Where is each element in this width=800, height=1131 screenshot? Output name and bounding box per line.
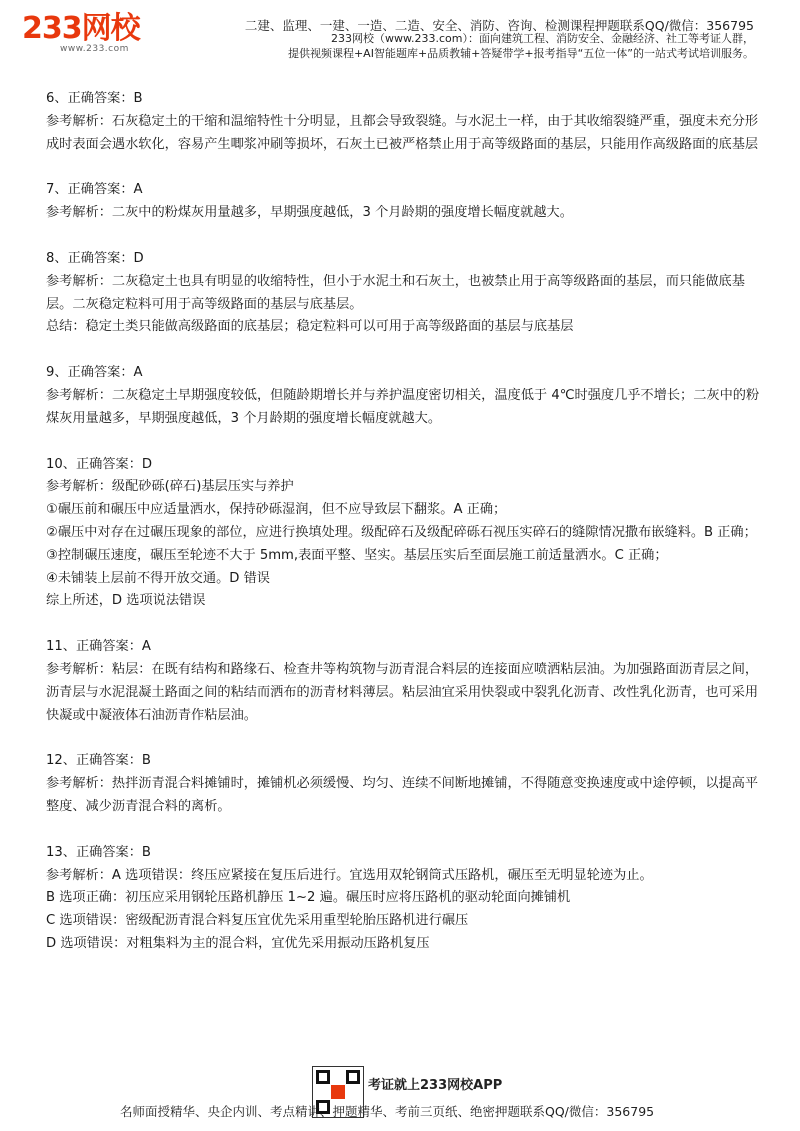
brand-logo[interactable]: 233网校	[22, 11, 140, 46]
answer-explanation: B 选项正确：初压应采用钢轮压路机静压 1~2 遍。碾压时应将压路机的驱动轮面向摊铺机	[46, 890, 571, 906]
answer-explanation: ②碾压中对存在过碾压现象的部位，应进行换填处理。级配碎石及级配碎砾石视压实碎石的缝隙情况撒布嵌缝料。B 正确；	[46, 524, 757, 540]
answer-explanation: 总结：稳定土类只能做高级路面的底基层；稳定粒料可以可用于高等级路面的基层与底基层	[46, 319, 574, 335]
answer-list	[46, 88, 760, 979]
answer-title: 7、正确答案：A	[46, 182, 143, 198]
answer-explanation: D 选项错误：对粗集料为主的混合料，宜优先采用振动压路机复压	[46, 935, 430, 951]
answer-explanation: 综上所述，D 选项说法错误	[46, 593, 206, 609]
header-contact-line: 二建、监理、一建、一造、二造、安全、消防、咨询、检测课程押题联系QQ/微信：356795	[244, 18, 754, 33]
answer-explanation: ④未铺装上层前不得开放交通。D 错误	[46, 570, 270, 586]
answer-title: 8、正确答案：D	[46, 250, 144, 266]
answer-title: 13、正确答案：B	[46, 844, 151, 860]
answer-title: 12、正确答案：B	[46, 753, 151, 769]
page-header	[0, 0, 800, 68]
header-service-line: 提供视频课程+AI智能题库+品质教辅+答疑带学+报考指导“五位一体”的一站式考试培训服务。	[287, 47, 754, 60]
answer-item	[46, 362, 760, 430]
answer-explanation: C 选项错误：密级配沥青混合料复压宜优先采用重型轮胎压路机进行碾压	[46, 913, 469, 929]
header-intro-line: 233网校（www.233.com）：面向建筑工程、消防安全、金融经济、社工等考证人群，	[331, 32, 754, 45]
answer-item	[46, 248, 760, 339]
answer-title: 10、正确答案：D	[46, 456, 153, 472]
answer-item	[46, 842, 760, 956]
answer-title: 6、正确答案：B	[46, 91, 143, 106]
answer-item	[46, 750, 760, 818]
answer-item	[46, 179, 760, 225]
footer-app-slogan: 考证就上233网校APP	[368, 1078, 503, 1093]
answer-explanation: 参考解析：二灰稳定土早期强度较低，但随龄期增长并与养护温度密切相关，温度低于 4℃时强度几乎不增长；二灰中的粉煤灰用量越多，早期强度越低，3 个月龄期的强度增长幅度就越大。	[46, 387, 760, 426]
answer-item	[46, 88, 760, 156]
answer-title: 9、正确答案：A	[46, 365, 143, 381]
answer-explanation: 参考解析：A 选项错误：终压应紧接在复压后进行。宜选用双轮钢筒式压路机，碾压至无明显轮迹为止。	[46, 867, 653, 883]
answer-explanation: 参考解析：石灰稳定土的干缩和温缩特性十分明显，且都会导致裂缝。与水泥土一样，由于其收缩裂缝严重，强度未充分形成时表面会遇水软化，容易产生唧浆冲刷等损坏，石灰土已被严格禁止用于高等级路面的基层，只能用作高级路面的底基层	[46, 113, 759, 152]
answer-explanation: ③控制碾压速度，碾压至轮迹不大于 5mm,表面平整、坚实。基层压实后至面层施工前适量洒水。C 正确；	[46, 547, 668, 563]
page-footer	[0, 1062, 800, 1131]
answer-explanation: 参考解析：热拌沥青混合料摊铺时，摊铺机必须缓慢、均匀、连续不间断地摊铺，不得随意变换速度或中途停顿，以提高平整度、减少沥青混合料的离析。	[46, 776, 759, 814]
answer-explanation: 参考解析：二灰稳定土也具有明显的收缩特性，但小于水泥土和石灰土，也被禁止用于高等级路面的基层，而只能做底基层。二灰稳定粒料可用于高等级路面的基层与底基层。	[46, 273, 745, 312]
footer-contact-line: 名师面授精华、央企内训、考点精讲、押题精华、考前三页纸、绝密押题联系QQ/微信：356795	[120, 1104, 655, 1119]
brand-url: www.233.com	[60, 44, 129, 54]
answer-item	[46, 636, 760, 727]
answer-explanation: 参考解析：二灰中的粉煤灰用量越多，早期强度越低，3 个月龄期的强度增长幅度就越大。	[46, 205, 573, 221]
answer-explanation: ①碾压前和碾压中应适量洒水，保持砂砾湿润，但不应导致层下翻浆。A 正确；	[46, 502, 507, 518]
answer-title: 11、正确答案：A	[46, 639, 151, 655]
answer-item	[46, 454, 760, 614]
answer-explanation: 参考解析：级配砂砾(碎石)基层压实与养护	[46, 479, 294, 495]
answer-explanation: 参考解析：粘层：在既有结构和路缘石、检查井等构筑物与沥青混合料层的连接面应喷洒粘层油。为加强路面沥青层之间，沥青层与水泥混凝土路面之间的粘结而洒布的沥青材料薄层。粘层油宜采用快裂或中裂乳化沥青、改性乳化沥青，也可采用快凝或中凝液体石油沥青作粘层油。	[46, 661, 759, 723]
